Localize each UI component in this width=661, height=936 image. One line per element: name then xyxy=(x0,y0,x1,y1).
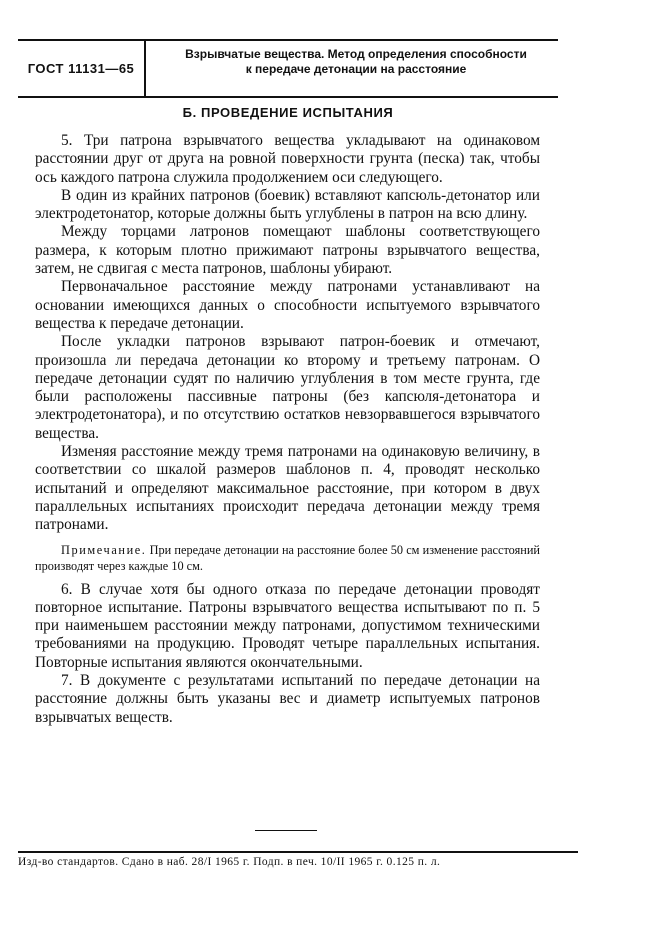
paragraph-5-detonation-check: После укладки патронов взрывают патрон-боевик и отмечают, произошла ли передача детонации ко второму и третьему патронам. О передаче детонации судят по наличию углубления в том месте грунта, где были расположены пассивные патроны (без капсюля-детонатора и электродетонатора), и по отсутствию остатков невзорвавшегося взрывчатого вещества. xyxy=(35,333,540,442)
document-body xyxy=(35,132,540,727)
standard-title xyxy=(154,47,558,77)
footer-divider xyxy=(18,851,578,853)
note-text: При передаче детонации на расстояние более 50 см изменение расстояний производят через каждые 10 см. xyxy=(35,542,540,573)
note xyxy=(35,542,540,574)
paragraph-5-distance-variation: Изменяя расстояние между тремя патронами на одинаковую величину, в соответствии со шкалой размеров шаблонов п. 4, проводят несколько испытаний и определяют максимальное расстояние, при котором в двух параллельных испытаниях происходит передача детонации между тремя патронами. xyxy=(35,443,540,534)
paragraph-6: 6. В случае хотя бы одного отказа по передаче детонации проводят повторное испытание. Патроны взрывчатого вещества испытывают по п. 5 при наименьшем расстоянии между патронами, допустимом техническими требованиями на продукцию. Проводят четыре параллельных испытания. Повторные испытания являются окончательными. xyxy=(35,580,540,671)
standard-title-line-1: Взрывчатые вещества. Метод определения способности xyxy=(185,47,527,61)
standard-code: ГОСТ 11131—65 xyxy=(18,41,146,96)
end-rule xyxy=(255,830,317,831)
paragraph-5: 5. Три патрона взрывчатого вещества укладывают на одинаковом расстоянии друг от друга на ровной поверхности грунта (песка) так, чтобы ось каждого патрона служила продолжением оси следующего. xyxy=(35,132,540,186)
paragraph-5-detonator: В один из крайних патронов (боевик) вставляют капсюль-детонатор или электродетонатор, которые должны быть углублены в патрон на всю длину. xyxy=(35,186,540,223)
standard-header xyxy=(18,39,558,98)
paragraph-5-initial-distance: Первоначальное расстояние между патронами устанавливают на основании имеющихся данных о способности испытуемого взрывчатого вещества к передаче детонации. xyxy=(35,278,540,332)
paragraph-7: 7. В документе с результатами испытаний по передаче детонации на расстояние должны быть указаны вес и диаметр испытуемых патронов взрывчатых веществ. xyxy=(35,672,540,726)
note-label: Примечание. xyxy=(61,542,147,557)
publication-footer: Изд-во стандартов. Сдано в наб. 28/I 1965 г. Подп. в печ. 10/II 1965 г. 0.125 п. л. xyxy=(18,856,441,868)
section-title: Б. ПРОВЕДЕНИЕ ИСПЫТАНИЯ xyxy=(182,105,394,120)
paragraph-5-templates: Между торцами латронов помещают шаблоны соответствующего размера, к которым плотно прижимают патроны взрывчатого вещества, затем, не сдвигая с места патронов, шаблоны убирают. xyxy=(35,223,540,278)
standard-title-line-2: к передаче детонации на расстояние xyxy=(245,62,467,76)
